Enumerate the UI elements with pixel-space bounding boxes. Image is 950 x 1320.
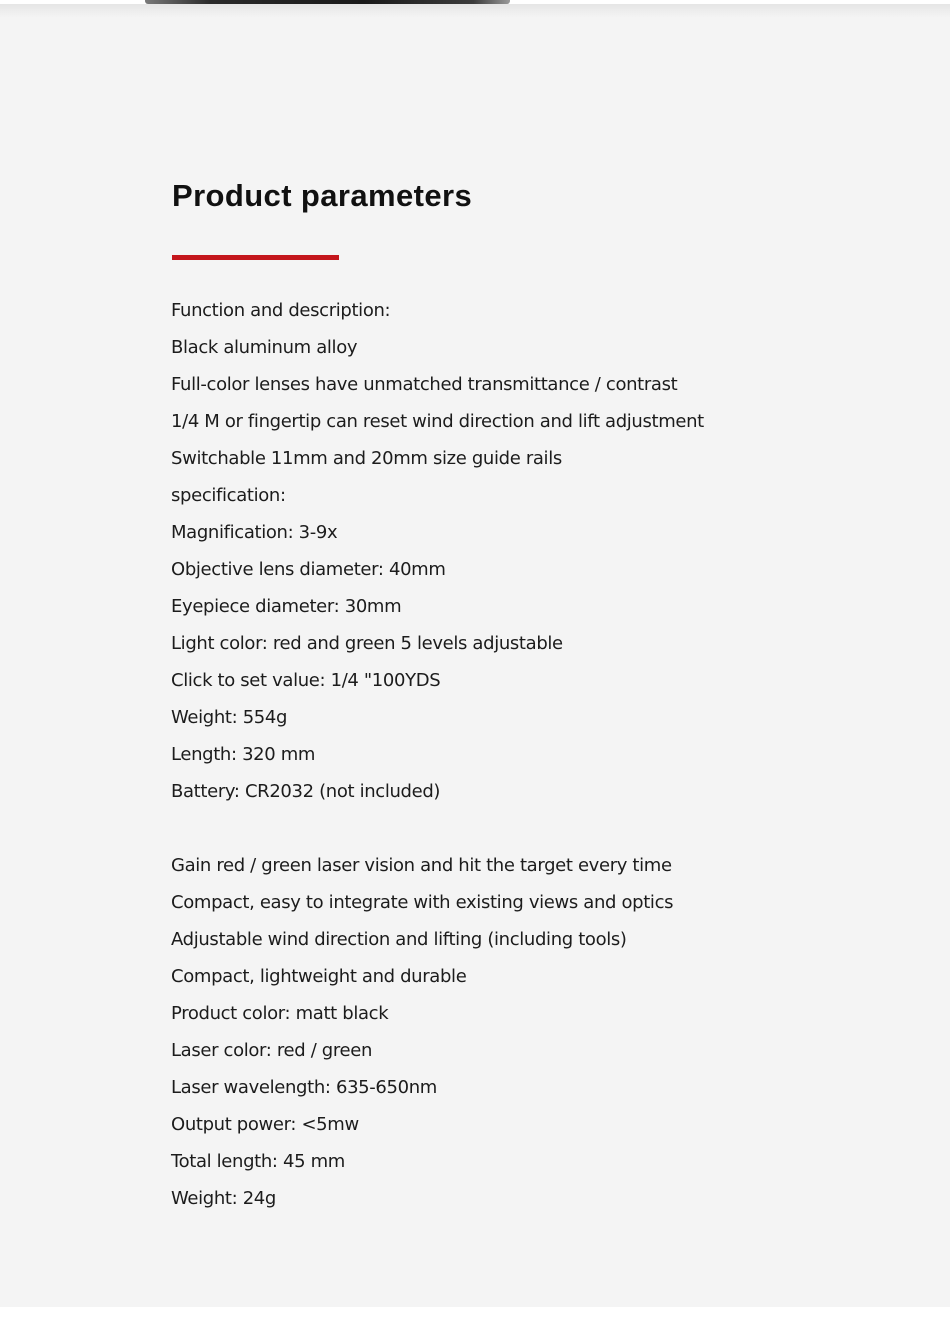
spec-line: Click to set value: 1/4 "100YDS	[171, 670, 441, 691]
spec-line: Function and description:	[171, 300, 391, 321]
laser-spec-line: Gain red / green laser vision and hit the target every time	[171, 855, 672, 876]
spec-line: Battery: CR2032 (not included)	[171, 781, 441, 802]
parameters-panel	[0, 4, 950, 1307]
laser-spec-line: Weight: 24g	[171, 1188, 276, 1209]
spec-line: Light color: red and green 5 levels adjustable	[171, 633, 563, 654]
section-title: Product parameters	[172, 178, 473, 213]
spec-line: Eyepiece diameter: 30mm	[171, 596, 402, 617]
laser-spec-line: Output power: <5mw	[171, 1114, 359, 1135]
spec-line: Length: 320 mm	[171, 744, 316, 765]
laser-spec-line: Laser color: red / green	[171, 1040, 373, 1061]
laser-spec-line: Product color: matt black	[171, 1003, 389, 1024]
spec-line: Objective lens diameter: 40mm	[171, 559, 446, 580]
spec-list	[171, 292, 704, 810]
laser-spec-line: Total length: 45 mm	[171, 1151, 345, 1172]
spec-line: specification:	[171, 485, 286, 506]
laser-spec-line: Compact, lightweight and durable	[171, 966, 467, 987]
spec-line: Weight: 554g	[171, 707, 288, 728]
top-shadow	[0, 4, 950, 18]
product-photo-edge	[145, 0, 510, 4]
spec-line: Full-color lenses have unmatched transmittance / contrast	[171, 374, 678, 395]
spec-line: Black aluminum alloy	[171, 337, 358, 358]
laser-spec-line: Adjustable wind direction and lifting (including tools)	[171, 929, 627, 950]
spec-line: Switchable 11mm and 20mm size guide rails	[171, 448, 562, 469]
bottom-band	[0, 1307, 950, 1320]
laser-spec-line: Compact, easy to integrate with existing views and optics	[171, 892, 674, 913]
laser-spec-list	[171, 847, 673, 1217]
spec-line: 1/4 M or fingertip can reset wind direction and lift adjustment	[171, 411, 704, 432]
spec-line: Magnification: 3-9x	[171, 522, 338, 543]
title-accent-rule	[172, 255, 339, 260]
laser-spec-line: Laser wavelength: 635-650nm	[171, 1077, 437, 1098]
